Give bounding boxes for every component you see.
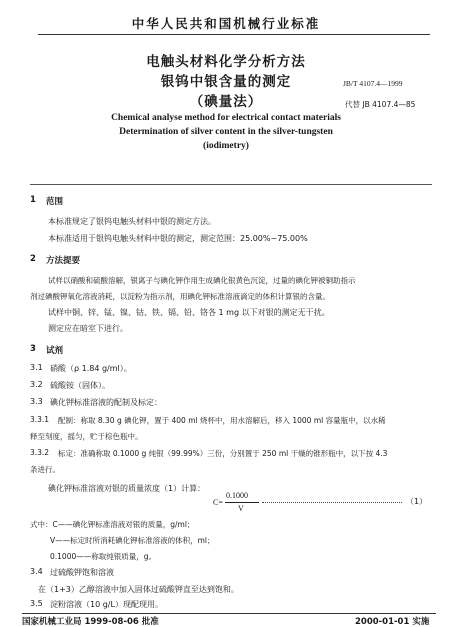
replaces-code: 代替 JB 4107.4—85 (345, 100, 416, 109)
item-3-3-1-line-b: 释至刻度，摇匀，贮于棕色瓶中。 (30, 432, 143, 441)
item-3-1-number: 3.1 (30, 363, 43, 372)
section-1-number: 1 (30, 195, 36, 205)
formula-lhs: C= (213, 498, 223, 507)
where-line-3: 0.1000——称取纯银质量，g。 (50, 552, 157, 561)
item-3-3-1-number: 3.3.1 (30, 415, 50, 424)
section-3-number: 3 (30, 344, 36, 354)
calc-intro: 碘化钾标准溶液对银的质量浓度（1）计算： (48, 484, 206, 493)
section-3-title: 试剂 (46, 346, 64, 356)
english-title-line-3: (iodimetry) (203, 141, 249, 151)
section-1-para-1: 本标准规定了银钨电触头材料中银的测定方法。 (48, 217, 216, 226)
item-3-4-number: 3.4 (30, 567, 43, 576)
title-line-3: （碘量法） (189, 94, 263, 110)
fraction-bar (225, 502, 259, 503)
formula-leader-dots (262, 502, 402, 504)
item-3-2-number: 3.2 (30, 380, 43, 389)
section-1-title: 范围 (46, 197, 64, 207)
section-2-title: 方法提要 (46, 256, 81, 266)
item-3-3-number: 3.3 (30, 397, 43, 406)
item-3-3-2-number: 3.3.2 (30, 448, 50, 457)
footer-rule (22, 613, 436, 614)
item-3-4-body: 在（1+3）乙醇溶液中加入固体过硫酸钾直至达到饱和。 (38, 585, 239, 594)
item-3-1-text: 硝酸（ρ 1.84 g/ml）。 (50, 364, 132, 373)
item-3-3-2-line-a: 标定：准确称取 0.1000 g 纯银（99.99%）三份，分别置于 250 ml 干燥的锥形瓶中，以下按 4.3 (58, 449, 388, 458)
where-line-1: 式中：C——碘化钾标准溶液对银的质量，g/ml； (30, 520, 195, 529)
english-title-line-1: Chemical analyse method for electrical contact materials (111, 113, 341, 123)
formula-equation-number: （1） (406, 497, 428, 506)
english-title-line-2: Determination of silver content in the silver-tungsten (119, 127, 333, 137)
item-3-5-number: 3.5 (30, 599, 43, 608)
item-3-3-2-line-b: 条进行。 (30, 465, 60, 474)
section-2-number: 2 (30, 254, 36, 264)
formula-denominator: V (238, 504, 244, 513)
where-line-2: V——标定时所消耗碘化钾标准溶液的体积，ml； (50, 536, 215, 545)
title-line-1: 电触头材料化学分析方法 (146, 54, 306, 70)
implementation-date: 2000-01-01 实施 (355, 617, 430, 627)
section-2-para-3: 测定应在暗室下进行。 (48, 324, 128, 333)
item-3-3-1-line-a: 配制：称取 8.30 g 碘化钾，置于 400 ml 烧杯中，用水溶解后，移入 1000 ml 容量瓶中，以水稀 (58, 416, 386, 425)
item-3-2-text: 硫酸铵（固体）。 (50, 381, 110, 390)
section-1-para-2: 本标准适用于银钨电触头材料中银的测定，测定范围：25.00%~75.00% (48, 234, 308, 243)
standard-header: 中华人民共和国机械行业标准 (131, 16, 321, 31)
title-line-2: 银钨中银含量的测定 (160, 74, 292, 90)
section-2-para-1b: 剂过碘酸钾氧化溶液消耗，以淀粉为指示剂，用碘化钾标准溶液滴定的体积计算银的含量。 (30, 292, 330, 301)
section-2-para-1a: 试样以硝酸和硫酸溶解，银离子与碘化钾作用生成碘化银黄色沉淀，过量的碘化钾被铜助指示 (48, 276, 356, 285)
item-3-3-text: 碘化钾标准溶液的配制及标定： (50, 398, 162, 407)
formula-numerator: 0.1000 (226, 491, 248, 500)
standard-code: JB/T 4107.4—1999 (343, 79, 403, 88)
item-3-4-text: 过硫酸钾饱和溶液 (50, 568, 114, 577)
section-2-para-2: 试样中铜、锌、锰、镍、钴、铁、镉、铅、铬各 1 mg 以下对银的测定无干扰。 (48, 308, 330, 317)
header-rule (38, 34, 430, 35)
title-divider (30, 184, 432, 185)
item-3-5-text: 淀粉溶液（10 g/L）现配现用。 (50, 600, 163, 609)
approval-line: 国家机械工业局 1999-08-06 批准 (22, 617, 159, 627)
